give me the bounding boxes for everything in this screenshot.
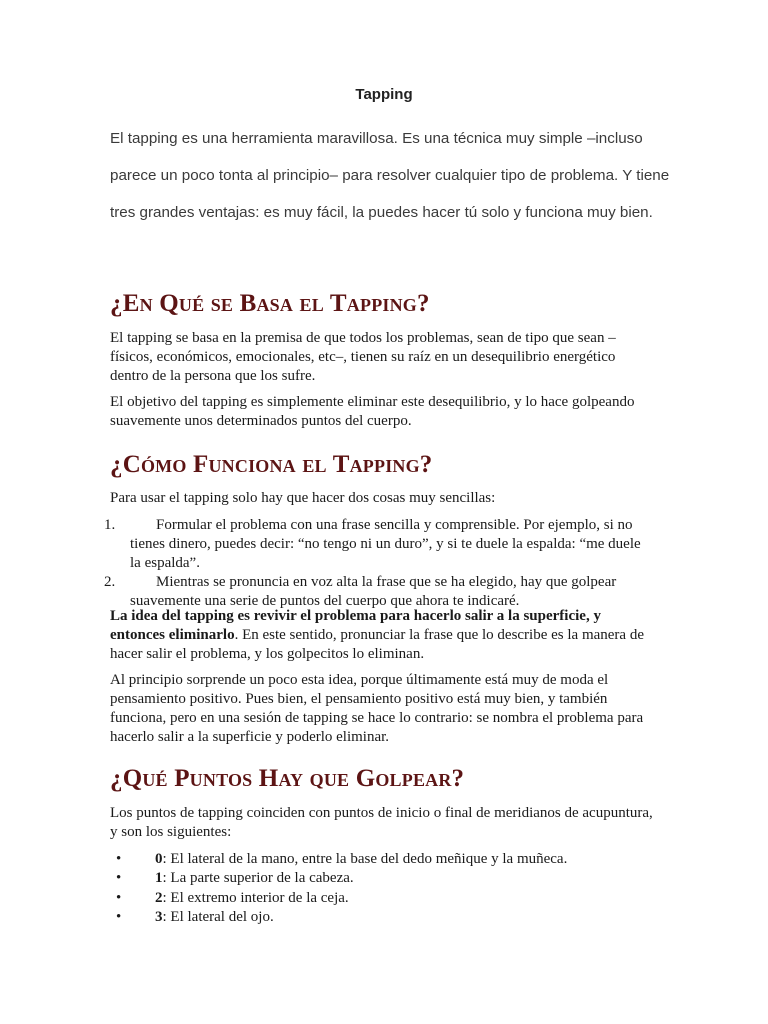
section-heading-funciona: ¿Cómo Funciona el Tapping? — [110, 451, 433, 478]
section-heading-puntos: ¿Qué Puntos Hay que Golpear? — [110, 765, 465, 792]
bullet-icon: • — [116, 851, 122, 867]
point-text: : El extremo interior de la ceja. — [162, 889, 349, 906]
list-item — [104, 573, 655, 611]
point-number: 3 — [155, 908, 163, 925]
bold-statement: La idea del tapping es revivir el problema para hacerlo salir a la superficie, y entonces eliminarlo — [110, 608, 601, 643]
list-item — [110, 889, 655, 908]
paragraph-rest: . En este sentido, pronunciar la frase que lo describe es la manera de hacer salir el problema, y los golpecitos lo eliminan. — [110, 627, 644, 662]
paragraph: El objetivo del tapping es simplemente eliminar este desequilibrio, y lo hace golpeando suavemente unos determinados puntos del cuerpo. — [110, 394, 635, 429]
paragraph: El tapping se basa en la premisa de que todos los problemas, sean de tipo que sean –físicos, económicos, emocionales, etc–, tienen su raíz en un desequilibrio energético dentro de la persona que los sufre. — [110, 330, 616, 384]
paragraph: Para usar el tapping solo hay que hacer dos cosas muy sencillas: — [110, 490, 496, 506]
list-item-text: Mientras se pronuncia en voz alta la frase que se ha elegido, hay que golpear suavemente una serie de puntos del cuerpo que ahora te indicaré. — [130, 574, 617, 609]
paragraph-idea — [110, 607, 655, 664]
bullet-icon: • — [116, 870, 122, 887]
points-list — [110, 850, 655, 927]
paragraph: Los puntos de tapping coinciden con puntos de inicio o final de meridianos de acupuntura, y son los siguientes: — [110, 805, 653, 840]
bullet-icon: • — [116, 908, 122, 925]
list-item — [110, 869, 655, 888]
point-number: 0 — [155, 851, 163, 867]
page-title: Tapping — [355, 86, 413, 103]
list-number: 1. — [104, 517, 116, 533]
point-text: : El lateral de la mano, entre la base del dedo meñique y la muñeca. — [162, 851, 568, 867]
bullet-icon: • — [116, 889, 122, 906]
intro-paragraph: El tapping es una herramienta maravillosa. Es una técnica muy simple –incluso parece un poco tonta al principio– para resolver cualquier tipo de problema. Y tiene tres grandes ventajas: es muy fácil, la puedes hacer tú solo y funciona muy bien. — [110, 130, 670, 221]
point-text: : El lateral del ojo. — [162, 908, 274, 925]
list-item — [110, 908, 655, 927]
paragraph: Al principio sorprende un poco esta idea, porque últimamente está muy de moda el pensamiento positivo. Pues bien, el pensamiento positivo está muy bien, y también funciona, pero en una sesión de tapping se hace lo contrario: se nombra el problema para hacerlo salir a la superficie y poderlo eliminar. — [110, 672, 644, 745]
point-text: : La parte superior de la cabeza. — [162, 870, 354, 887]
steps-list — [104, 516, 655, 611]
point-number: 1 — [155, 870, 163, 887]
list-item — [110, 850, 655, 869]
point-number: 2 — [155, 889, 163, 906]
list-item-text: Formular el problema con una frase sencilla y comprensible. Por ejemplo, si no tienes dinero, puedes decir: “no tengo ni un duro”, y si te duele la espalda: “me duele la espalda”. — [130, 517, 641, 571]
list-item — [104, 516, 655, 573]
section-heading-basa: ¿En Qué se Basa el Tapping? — [110, 290, 430, 317]
list-number: 2. — [104, 574, 116, 590]
